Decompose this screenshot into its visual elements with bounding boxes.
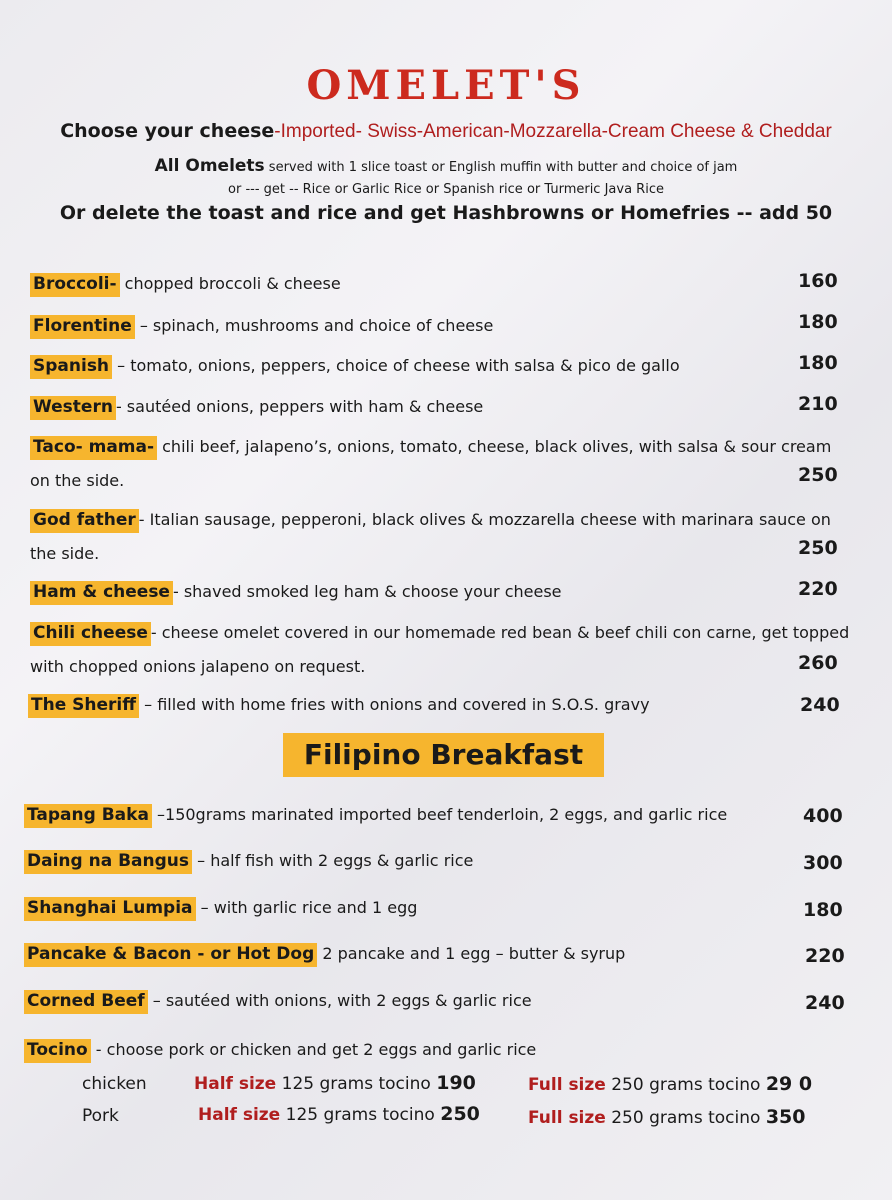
tocino-half-pork [198,1103,480,1125]
cheese-options: -Imported- Swiss-American-Mozzarella-Cream Cheese & Cheddar [274,121,832,142]
tocino-half-chicken [194,1072,476,1094]
cheese-choice-line [0,120,892,143]
item-name: God father [30,509,139,533]
item-name: Daing na Bangus [24,850,192,874]
menu-item-daing-na-bangus [24,851,473,871]
full-size-text: 250 grams tocino [605,1075,766,1095]
tocino-full-chicken [528,1073,812,1095]
item-price: 160 [798,270,838,292]
full-size-label: Full size [528,1075,606,1095]
item-price: 180 [803,899,843,921]
menu-item-taco-mama [30,430,850,498]
item-desc: - cheese omelet covered in our homemade red bean & beef chili con carne, get topped with chopped onions jalapeno on request. [30,623,850,676]
item-price: 180 [798,352,838,374]
menu-item-spanish [30,356,680,376]
full-size-text: 250 grams tocino [605,1108,766,1128]
menu-item-chili-cheese [30,616,860,684]
item-name: Chili cheese [30,622,151,646]
half-size-text: 125 grams tocino [280,1105,441,1125]
item-name: Corned Beef [24,990,148,1014]
half-size-label: Half size [194,1074,277,1094]
item-desc: – spinach, mushrooms and choice of cheese [134,316,494,335]
cheese-label: Choose your cheese [60,120,275,142]
menu-item-pancake-bacon [24,944,625,964]
menu-item-god-father [30,503,860,571]
item-desc: chili beef, jalapeno’s, onions, tomato, cheese, black olives, with salsa & sour cream on the side. [30,437,832,490]
full-size-label: Full size [528,1108,606,1128]
delete-toast-note: Or delete the toast and rice and get Hashbrowns or Homefries -- add 50 [59,202,833,224]
menu-item-western [30,397,483,417]
half-size-price: 190 [436,1072,476,1094]
item-price: 220 [805,945,845,967]
menu-title: OMELET'S [306,62,586,109]
item-desc: 2 pancake and 1 egg – butter & syrup [317,944,626,963]
item-name: Broccoli- [30,273,120,297]
full-size-price: 350 [765,1106,806,1128]
item-price: 250 [798,464,838,486]
menu-item-broccoli [30,274,341,294]
item-desc: – sautéed with onions, with 2 eggs & garlic rice [147,991,532,1010]
item-desc: - Italian sausage, pepperoni, black olives & mozzarella cheese with marinara sauce on the side. [30,510,831,563]
item-price: 210 [798,393,838,415]
menu-item-ham-cheese [30,582,562,602]
item-name: Pancake & Bacon - or Hot Dog [24,943,317,967]
tocino-type-pork: Pork [82,1106,119,1126]
item-desc: chopped broccoli & cheese [119,274,341,293]
menu-item-tapang-baka [24,805,727,825]
item-name: Shanghai Lumpia [24,897,196,921]
item-desc: – with garlic rice and 1 egg [195,898,418,917]
item-name: Western [30,396,116,420]
half-size-price: 250 [440,1103,480,1125]
all-omelets-label: All Omelets [154,156,265,176]
item-name: Tocino [24,1039,91,1063]
full-size-price: 29 0 [765,1073,813,1095]
item-price: 240 [800,694,840,716]
item-desc: – half fish with 2 eggs & garlic rice [192,851,474,870]
tocino-full-pork [528,1106,805,1128]
menu-item-florentine [30,316,493,336]
item-name: Taco- mama- [30,436,157,460]
item-desc: –150grams marinated imported beef tenderloin, 2 eggs, and garlic rice [151,805,728,824]
menu-item-corned-beef [24,991,532,1011]
menu-item-shanghai-lumpia [24,898,417,918]
all-omelets-text: served with 1 slice toast or English muffin with butter and choice of jam [264,160,738,175]
item-price: 400 [803,805,843,827]
menu-item-the-sheriff [28,695,650,715]
item-desc: - sautéed onions, peppers with ham & cheese [115,397,484,416]
item-price: 260 [798,652,838,674]
item-desc: - shaved smoked leg ham & choose your cheese [172,582,562,601]
item-price: 180 [798,311,838,333]
menu-item-tocino [24,1040,536,1060]
rice-options-line: or --- get -- Rice or Garlic Rice or Spanish rice or Turmeric Java Rice [228,182,664,197]
item-name: Florentine [30,315,135,339]
item-name: Tapang Baka [24,804,152,828]
item-desc: – filled with home fries with onions and covered in S.O.S. gravy [139,695,650,714]
item-price: 250 [798,537,838,559]
section-title-filipino: Filipino Breakfast [283,733,604,777]
item-name: The Sheriff [28,694,139,718]
item-desc: - choose pork or chicken and get 2 eggs and garlic rice [90,1040,537,1059]
item-price: 300 [803,852,843,874]
item-price: 240 [805,992,845,1014]
half-size-label: Half size [198,1105,281,1125]
item-desc: – tomato, onions, peppers, choice of cheese with salsa & pico de gallo [112,356,680,375]
all-omelets-line [0,156,892,176]
item-price: 220 [798,578,838,600]
half-size-text: 125 grams tocino [276,1074,437,1094]
tocino-type-chicken: chicken [82,1074,147,1094]
item-name: Ham & cheese [30,581,173,605]
item-name: Spanish [30,355,112,379]
